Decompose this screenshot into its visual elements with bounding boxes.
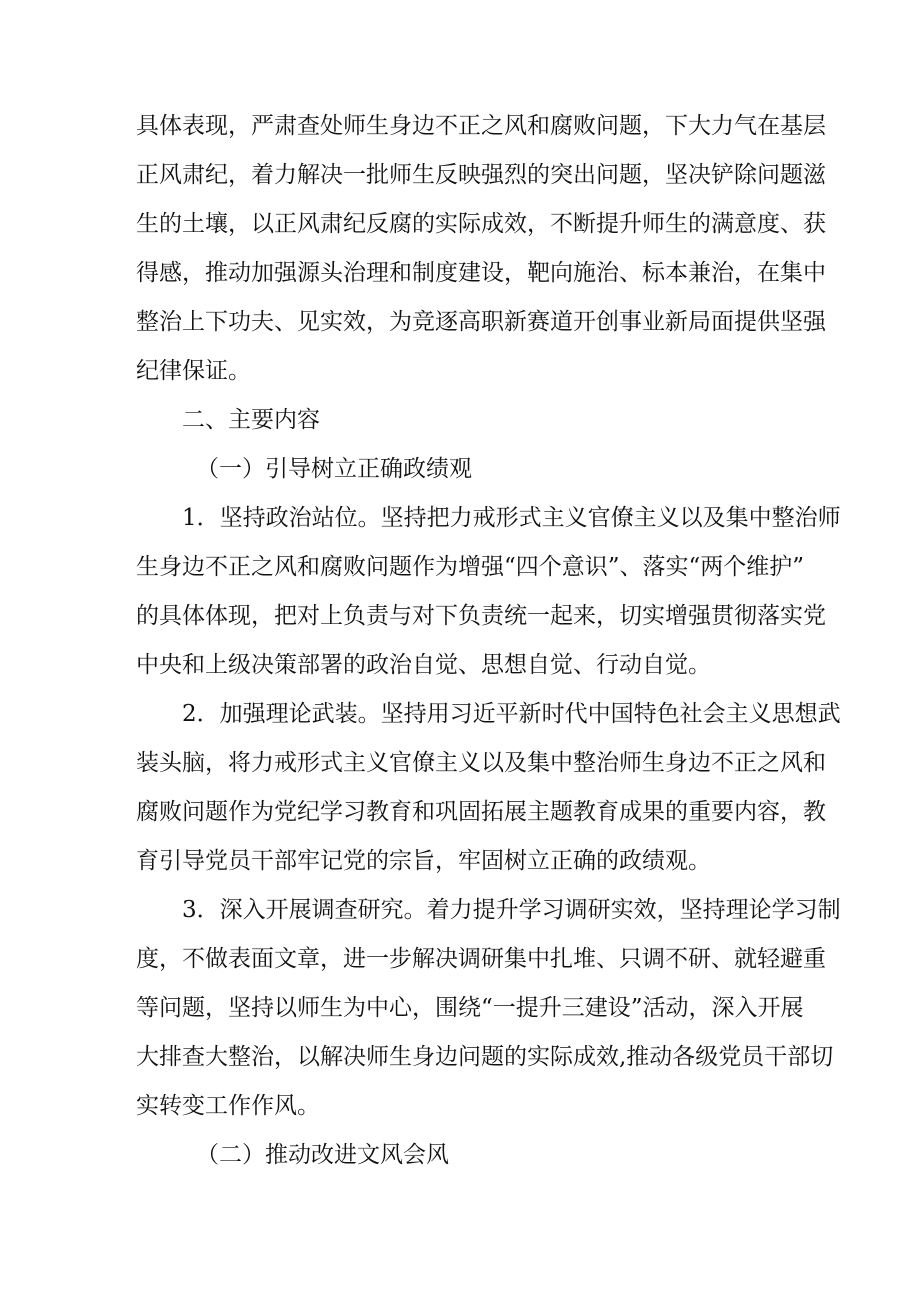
text-line: 大排查大整治，以解决师生身边问题的实际成效,推动各级党员干部切	[136, 1044, 834, 1070]
text-line: 1．坚持政治站位。坚持把力戒形式主义官僚主义以及集中整治师	[182, 505, 841, 531]
list-item-1	[136, 494, 841, 690]
list-item-2	[136, 690, 841, 886]
document-body	[136, 102, 841, 1180]
text-line: 度，不做表面文章，进一步解决调研集中扎堆、只调不研、就轻避重	[136, 946, 826, 972]
list-item-3	[136, 886, 841, 1131]
text-line: 生的土壤，以正风肃纪反腐的实际成效，不断提升师生的满意度、获	[136, 211, 826, 237]
text-line: 等问题，坚持以师生为中心，围绕“一提升三建设”活动，深入开展	[136, 995, 804, 1021]
text-line: 纪律保证。	[136, 358, 251, 384]
text-line: 正风肃纪，着力解决一批师生反映强烈的突出问题，坚决铲除问题滋	[136, 162, 826, 188]
intro-paragraph	[136, 102, 826, 396]
text-line: 得感，推动加强源头治理和制度建设，靶向施治、标本兼治，在集中	[136, 260, 826, 286]
text-line: 育引导党员干部牢记党的宗旨，牢固树立正确的政绩观。	[136, 848, 711, 874]
text-line: 中央和上级决策部署的政治自觉、思想自觉、行动自觉。	[136, 652, 711, 678]
subsection-heading: （二）推动改进文风会风	[196, 1142, 449, 1168]
text-line: 整治上下功夫、见实效，为竞逐高职新赛道开创事业新局面提供坚强	[136, 309, 826, 335]
text-line: 实转变工作作风。	[136, 1093, 320, 1119]
text-line: 腐败问题作为党纪学习教育和巩固拓展主题教育成果的重要内容，教	[136, 799, 826, 825]
text-line: 3．深入开展调查研究。着力提升学习调研实效，坚持理论学习制	[182, 897, 841, 923]
subsection-heading: （一）引导树立正确政绩观	[196, 456, 472, 482]
text-line: 的具体体现，把对上负责与对下负责统一起来，切实增强贯彻落实党	[136, 603, 826, 629]
text-line: 具体表现，严肃查处师生身边不正之风和腐败问题，下大力气在基层	[136, 113, 826, 139]
text-line: 生身边不正之风和腐败问题作为增强“四个意识”、落实“两个维护”	[136, 554, 805, 580]
text-line: 装头脑，将力戒形式主义官僚主义以及集中整治师生身边不正之风和	[136, 750, 826, 776]
text-line: 2．加强理论武装。坚持用习近平新时代中国特色社会主义思想武	[182, 701, 841, 727]
section-heading: 二、主要内容	[182, 407, 320, 433]
